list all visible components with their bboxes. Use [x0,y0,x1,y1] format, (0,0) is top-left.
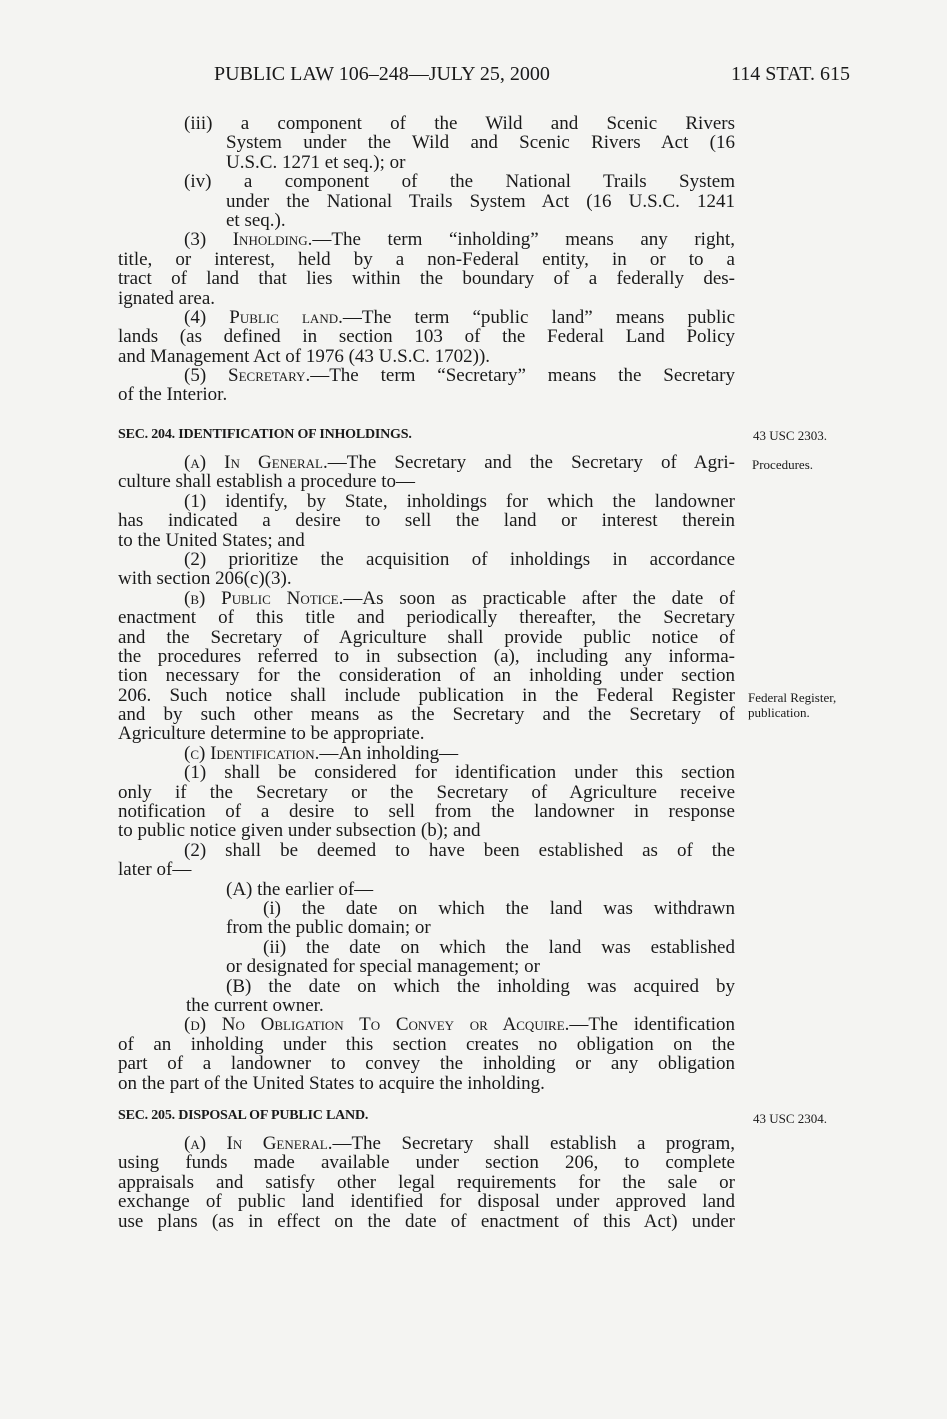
paragraph-heading: (d) No Obligation To Convey or Acquire. [184,1014,570,1036]
text-line: (iv) a component of the National Trails System [184,171,735,193]
text-line: or designated for special management; or [226,956,540,978]
definitions-block [118,114,735,405]
text-line: (iii) a component of the Wild and Scenic Rivers [184,113,735,134]
text-span: —The Secretary and the Secretary of Agri- [327,452,735,473]
text-line: under the National Trails System Act (16 U.S.C. 1241 [226,190,735,212]
text-line: enactment of this title and periodically thereafter, the Secretary [118,607,735,629]
text-line: U.S.C. 1271 et seq.); or [226,151,406,173]
text-span: —The identification [569,1014,735,1036]
paragraph-heading: (5) Secretary. [184,365,311,387]
text-line: to the United States; and [118,529,305,551]
section-heading: SEC. 205. DISPOSAL OF PUBLIC LAND. [118,1108,369,1123]
page-stat-number: 114 STAT. 615 [731,63,850,85]
text-line: of the Interior. [118,384,228,406]
text-span: —An inholding— [319,742,459,764]
text-line: (1) identify, by State, inholdings for which the landowner [184,490,735,512]
text-line: tract of land that lies within the boundary of a federally des- [118,268,735,290]
text-line: culture shall establish a procedure to— [118,471,416,493]
margin-note-publication: publication. [748,705,810,720]
text-line: Agriculture determine to be appropriate. [118,723,425,745]
text-line: title, or interest, held by a non-Federal entity, in or to a [118,248,735,270]
paragraph-heading: (3) Inholding. [184,229,313,251]
text-line: has indicated a desire to sell the land or interest therein [118,510,735,532]
text-line: tion necessary for the consideration of an inholding under section [118,665,735,687]
text-line: only if the Secretary or the Secretary of Agriculture receive [118,781,735,803]
text-line: later of— [118,859,192,881]
text-line [118,308,735,327]
text-line: (A) the earlier of— [226,878,374,900]
text-line: System under the Wild and Scenic Rivers Act (16 [226,132,735,154]
text-line: from the public domain; or [226,917,431,939]
text-span: —The term “Secretary” means the Secretary [310,365,735,387]
text-span: —The Secretary shall establish a program, [332,1133,736,1154]
text-line: of an inholding under this section creates no obligation on the [118,1033,735,1055]
text-line: to public notice given under subsection (b); and [118,820,481,842]
text-line: (i) the date on which the land was withdrawn [263,897,735,919]
text-line: (2) shall be deemed to have been established as of the [184,839,735,861]
paragraph-heading: (a) In General. [184,452,328,473]
running-head-title: PUBLIC LAW 106–248—JULY 25, 2000 [214,63,550,85]
text-line: appraisals and satisfy other legal requirements for the sale or [118,1171,735,1193]
text-line: the procedures referred to in subsection (a), including any informa- [118,645,735,667]
text-line: on the part of the United States to acquire the inholding. [118,1072,545,1094]
section-heading: SEC. 204. IDENTIFICATION OF INHOLDINGS. [118,427,412,442]
text-line: and by such other means as the Secretary and the Secretary of [118,704,735,726]
text-line [118,1134,735,1153]
section-205 [118,1106,735,1126]
text-line: exchange of public land identified for disposal under approved land [118,1191,735,1213]
margin-note-usc: 43 USC 2304. [753,1111,828,1126]
text-line: (1) shall be considered for identification under this section [184,762,735,784]
margin-note-usc: 43 USC 2303. [753,428,828,443]
text-span: —The term “public land” means public [342,306,735,328]
paragraph-heading: (b) Public Notice. [184,587,344,609]
text-line: with section 206(c)(3). [118,568,292,590]
text-line: (ii) the date on which the land was established [263,936,735,958]
text-line: and Management Act of 1976 (43 U.S.C. 1702)). [118,345,491,367]
text-line [118,1015,735,1034]
paragraph-heading: (4) Public land. [184,306,343,328]
text-line: 206. Such notice shall include publication in the Federal Register [118,684,735,706]
text-line: notification of a desire to sell from the landowner in response [118,801,735,823]
text-line [118,744,735,763]
margin-note-federal-register: Federal Register, [748,690,837,705]
text-line: use plans (as in effect on the date of enactment of this Act) under [118,1210,735,1232]
text-line: part of a landowner to convey the inholding or any obligation [118,1053,735,1075]
text-line: and the Secretary of Agriculture shall provide public notice of [118,626,735,648]
text-line: ignated area. [118,287,216,309]
text-span: —The term “inholding” means any right, [312,229,735,251]
text-line [118,230,735,249]
text-line: et seq.). [226,209,286,231]
text-line: (B) the date on which the inholding was acquired by [226,975,735,997]
section-204 [118,425,735,445]
text-line: using funds made available under section 206, to complete [118,1152,735,1174]
text-line [118,453,735,472]
margin-note-procedures: Procedures. [752,457,814,472]
paragraph-heading: (c) Identification. [184,742,320,764]
section-204-body [118,453,735,1093]
text-line: lands (as defined in section 103 of the Federal Land Policy [118,326,735,348]
text-line: (2) prioritize the acquisition of inholdings in accordance [184,548,735,570]
text-line: the current owner. [186,994,324,1016]
text-line [118,366,735,385]
paragraph-heading: (a) In General. [184,1133,333,1154]
text-line [118,589,735,608]
section-205-body [118,1134,735,1231]
text-span: —As soon as practicable after the date of [343,587,735,609]
